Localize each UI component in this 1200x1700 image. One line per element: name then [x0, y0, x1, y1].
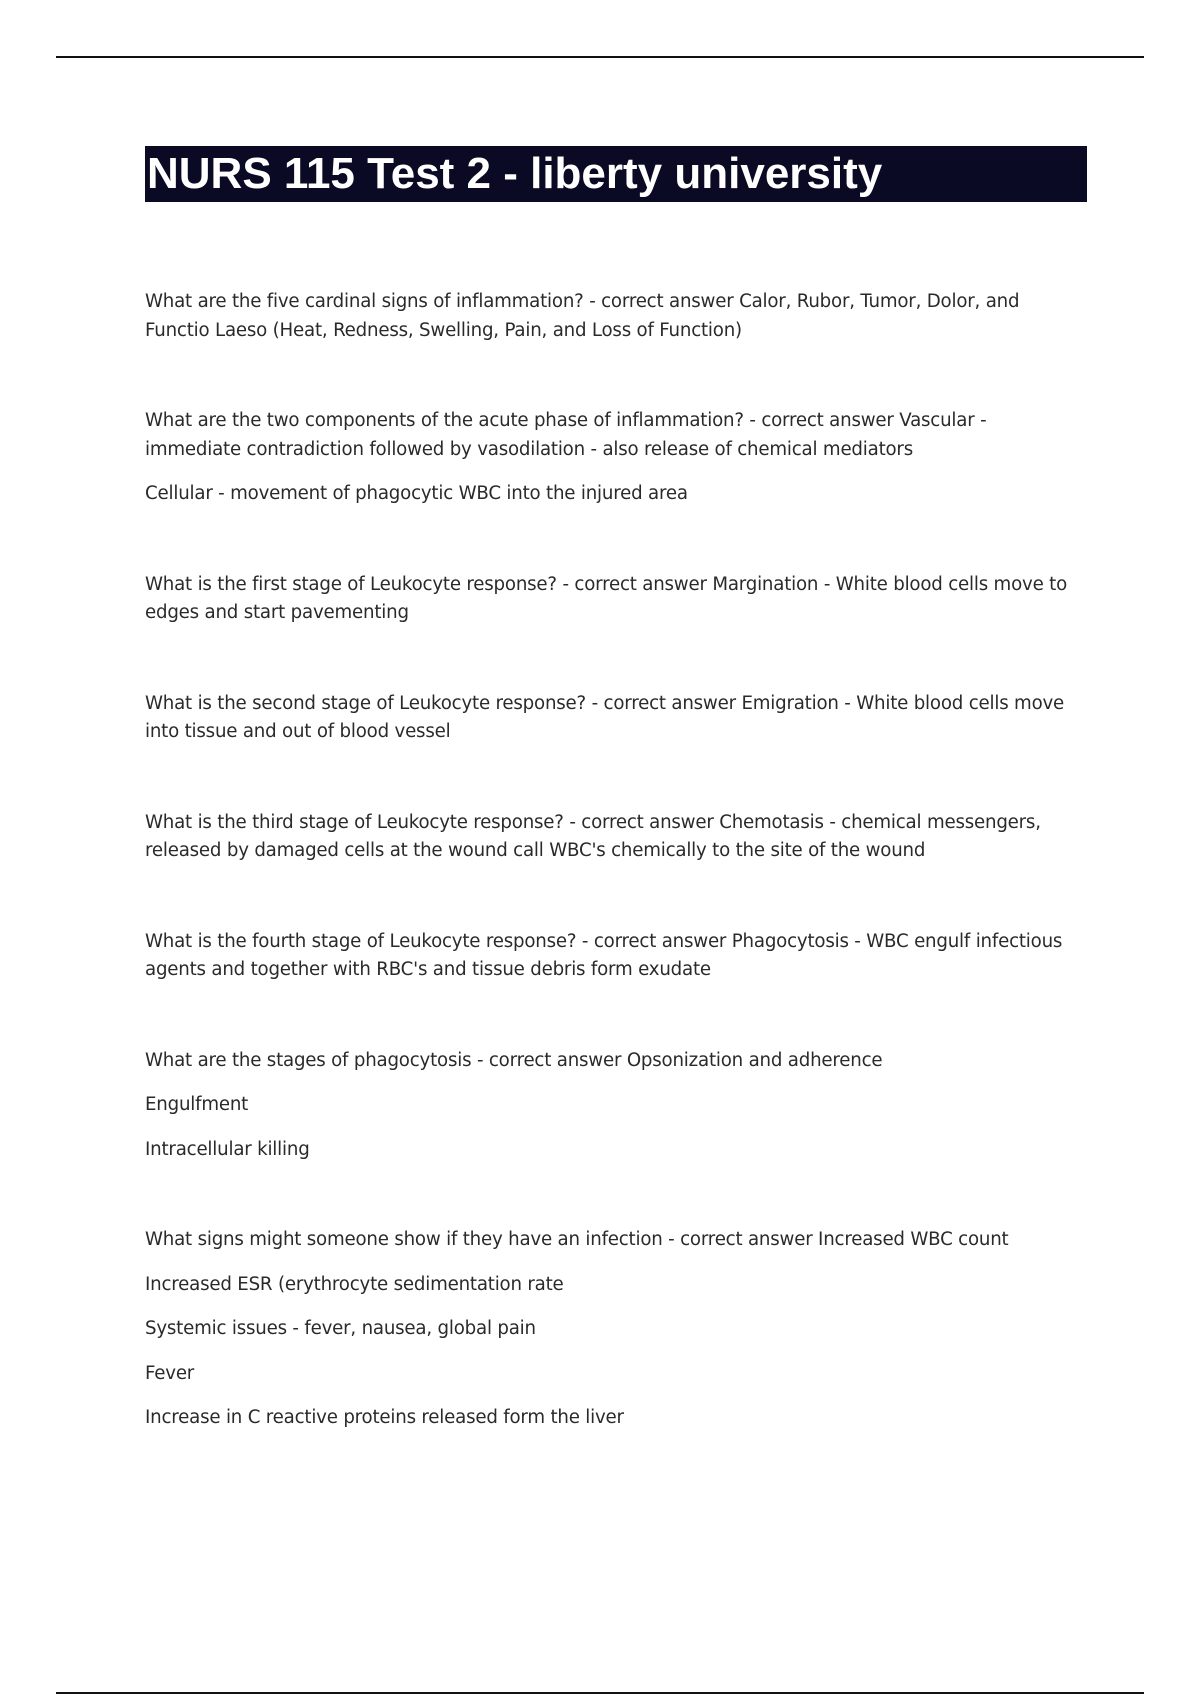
document-title: NURS 115 Test 2 - liberty university	[147, 149, 883, 198]
qa-line: Fever	[145, 1362, 195, 1384]
qa-line: What are the five cardinal signs of inflammation? - correct answer Calor, Rubor, Tumor, Dolor, and Functio Laeso (Heat, Redness, Swelling, Pain, and Loss of Function)	[145, 291, 1020, 341]
qa-line: What signs might someone show if they have an infection - correct answer Increased WBC count	[145, 1229, 1009, 1250]
qa-item	[145, 690, 1085, 747]
qa-item	[145, 1226, 1085, 1433]
qa-line: Systemic issues - fever, nausea, global pain	[145, 1318, 536, 1339]
qa-line: Engulfment	[145, 1094, 249, 1115]
qa-line: What is the third stage of Leukocyte response? - correct answer Chemotasis - chemical messengers, released by damaged cells at the wound call WBC's chemically to the site of the wound	[145, 811, 1041, 861]
qa-item	[145, 809, 1085, 866]
qa-line: What are the two components of the acute phase of inflammation? - correct answer Vascular - immediate contradiction followed by vasodilation - also release of chemical mediators	[145, 410, 987, 460]
qa-item	[145, 571, 1085, 628]
qa-line: Increase in C reactive proteins released form the liver	[145, 1407, 624, 1428]
title-banner	[145, 146, 1087, 202]
qa-item	[145, 288, 1085, 345]
qa-line: What is the second stage of Leukocyte response? - correct answer Emigration - White blood cells move into tissue and out of blood vessel	[145, 692, 1065, 742]
qa-line: What is the fourth stage of Leukocyte response? - correct answer Phagocytosis - WBC engulf infectious agents and together with RBC's and tissue debris form exudate	[145, 930, 1063, 980]
qa-item	[145, 928, 1085, 985]
qa-list	[145, 288, 1085, 1495]
qa-item	[145, 1047, 1085, 1165]
top-rule	[56, 56, 1144, 58]
qa-line: Increased ESR (erythrocyte sedimentation rate	[145, 1273, 564, 1295]
bottom-rule	[56, 1692, 1144, 1694]
qa-item	[145, 407, 1085, 509]
qa-line: Intracellular killing	[145, 1138, 310, 1160]
qa-line: What are the stages of phagocytosis - correct answer Opsonization and adherence	[145, 1049, 883, 1071]
qa-line: What is the first stage of Leukocyte response? - correct answer Margination - White blood cells move to edges and start pavementing	[145, 573, 1067, 623]
qa-line: Cellular - movement of phagocytic WBC into the injured area	[145, 483, 688, 504]
